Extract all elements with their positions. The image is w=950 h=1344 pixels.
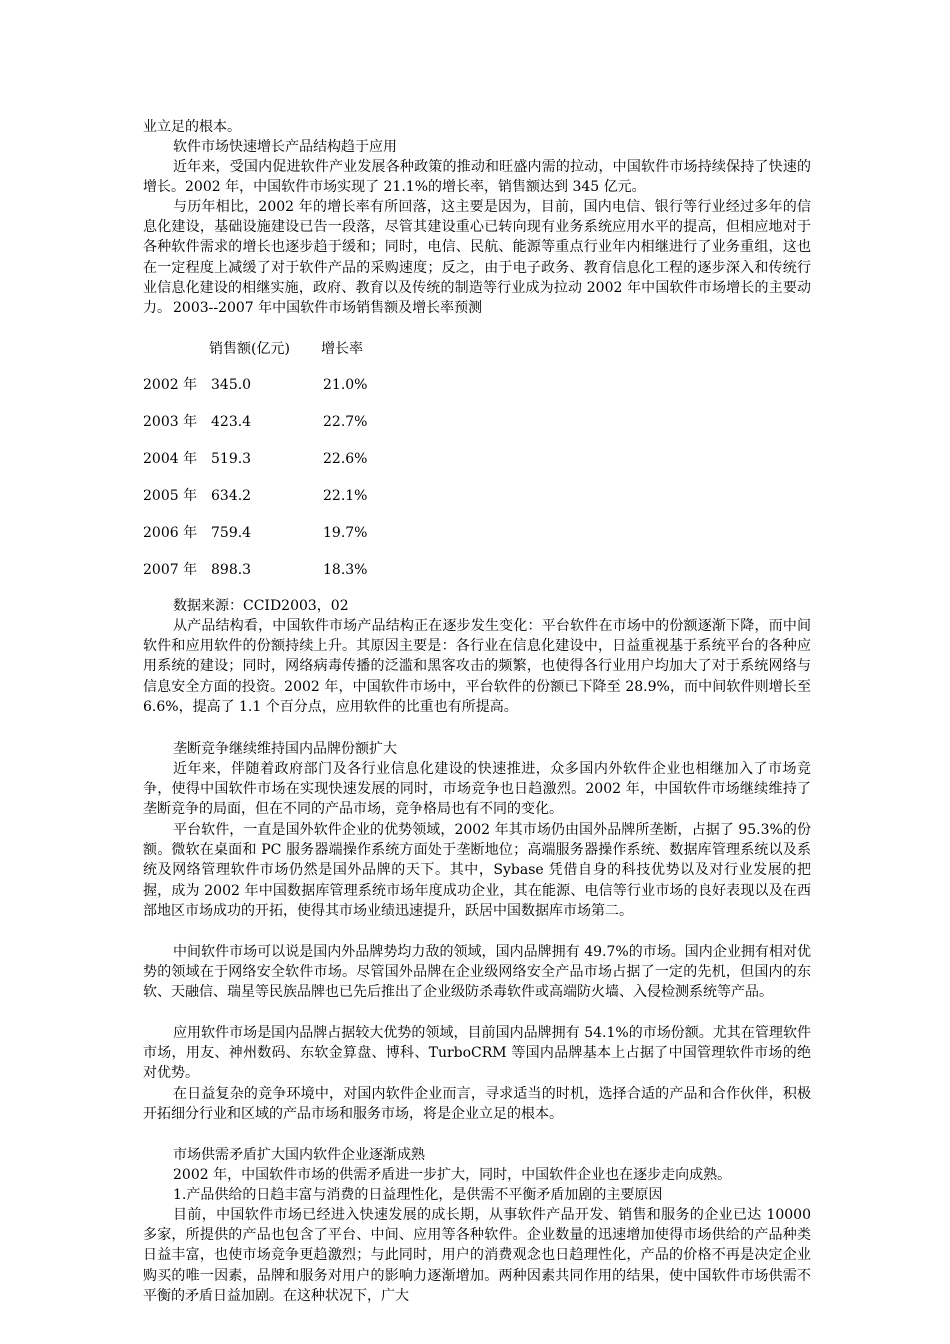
cell-year: 2006 年 (143, 525, 198, 541)
paragraph-competition-intro: 近年来，伴随着政府部门及各行业信息化建设的快速推进，众多国内外软件企业也相继加入了市场竞争，使得中国软件市场在实现快速发展的同时，市场竞争也日趋激烈。2002 年，中国软件市场继续维持了垄断竞争的局面，但在不同的产品市场，竞争格局也有不同的变化。 (143, 761, 811, 818)
cell-sales: 898.3 (211, 562, 252, 578)
paragraph-competitive-strategy: 在日益复杂的竞争环境中，对国内软件企业而言，寻求适当的时机，选择合适的产品和合作伙伴，积极开拓细分行业和区域的产品市场和服务市场，将是企业立足的根本。 (143, 1086, 811, 1123)
section-heading-competition: 垄断竞争继续维持国内品牌份额扩大 (173, 741, 397, 757)
header-sales: 销售额(亿元) (209, 341, 290, 357)
paragraph-application-software: 应用软件市场是国内品牌占据较大优势的领域，目前国内品牌拥有 54.1%的市场份额。尤其在管理软件市场，用友、神州数码、东软金算盘、博科、TurboCRM 等国内品牌基本上占据了中国管理软件市场的绝对优势。 (143, 1025, 811, 1082)
paragraph-growth-intro: 近年来，受国内促进软件产业发展各种政策的推动和旺盛内需的拉动，中国软件市场持续保持了快速的增长。2002 年，中国软件市场实现了 21.1%的增长率，销售额达到 345 亿元。 (143, 159, 811, 196)
cell-growth: 22.6% (323, 451, 368, 467)
header-growth: 增长率 (321, 341, 363, 357)
cell-growth: 21.0% (323, 377, 368, 393)
subheading-cause: 1.产品供给的日趋丰富与消费的日益理性化，是供需不平衡矛盾加剧的主要原因 (173, 1187, 663, 1203)
cell-sales: 423.4 (211, 414, 252, 430)
paragraph-supply-demand-intro: 2002 年，中国软件市场的供需矛盾进一步扩大，同时，中国软件企业也在逐步走向成熟。 (173, 1167, 732, 1183)
paragraph-continuation: 业立足的根本。 (143, 119, 241, 135)
data-source: 数据来源：CCID2003，02 (173, 598, 349, 614)
section-heading-market-growth: 软件市场快速增长产品结构趋于应用 (173, 139, 397, 155)
cell-year: 2004 年 (143, 451, 198, 467)
cell-year: 2007 年 (143, 562, 198, 578)
cell-sales: 345.0 (211, 377, 252, 393)
paragraph-product-structure: 从产品结构看，中国软件市场产品结构正在逐步发生变化：平台软件在市场中的份额逐渐下降，而中间软件和应用软件的份额持续上升。其原因主要是：各行业在信息化建设中，日益重视基于系统平台的各种应用系统的建设；同时，网络病毒传播的泛滥和黑客攻击的频繁，也使得各行业用户均加大了对于系统网络与信息安全方面的投资。2002 年，中国软件市场中，平台软件的份额已下降至 28.9%，而中间软件则增长至 6.6%，提高了 1.1 个百分点，应用软件的比重也有所提高。 (143, 618, 811, 715)
paragraph-market-status: 目前，中国软件市场已经进入快速发展的成长期，从事软件产品开发、销售和服务的企业已达 10000 多家，所提供的产品也包含了平台、中间、应用等各种软件。企业数量的迅速增加使得市场供给的产品种类日益丰富，也使市场竞争更趋激烈；与此同时，用户的消费观念也日趋理性化，产品的价格不再是决定企业购买的唯一因素，品牌和服务对用户的影响力逐渐增加。两种因素共同作用的结果，使中国软件市场供需不平衡的矛盾日益加剧。在这种状况下，广大 (143, 1207, 811, 1304)
cell-growth: 22.1% (323, 488, 368, 504)
section-heading-supply-demand: 市场供需矛盾扩大国内软件企业逐渐成熟 (173, 1147, 425, 1163)
table-caption: 2003--2007 年中国软件市场销售额及增长率预测 (173, 300, 483, 316)
cell-growth: 18.3% (323, 562, 368, 578)
paragraph-growth-analysis: 与历年相比，2002 年的增长率有所回落，这主要是因为，目前，国内电信、银行等行业经过多年的信息化建设，基础设施建设已告一段落，尽管其建设重心已转向现有业务系统应用水平的提高，但相应地对于各种软件需求的增长也逐步趋于缓和；同时，电信、民航、能源等重点行业年内相继进行了业务重组，这也在一定程度上减缓了对于软件产品的采购速度；反之，由于电子政务、教育信息化工程的逐步深入和传统行业信息化建设的相继实施，政府、教育以及传统的制造等行业成为拉动 2002 年中国软件市场增长的主要动力。 (143, 199, 811, 317)
cell-sales: 634.2 (211, 488, 252, 504)
cell-sales: 759.4 (211, 525, 252, 541)
cell-year: 2003 年 (143, 414, 198, 430)
cell-growth: 22.7% (323, 414, 368, 430)
cell-growth: 19.7% (323, 525, 368, 541)
cell-year: 2002 年 (143, 377, 198, 393)
paragraph-middleware: 中间软件市场可以说是国内外品牌势均力敌的领域，国内品牌拥有 49.7%的市场。国内企业拥有相对优势的领域在于网络安全软件市场。尽管国外品牌在企业级网络安全产品市场占据了一定的先机，但国内的东软、天融信、瑞星等民族品牌也已先后推出了企业级防杀毒软件或高端防火墙、入侵检测系统等产品。 (143, 944, 811, 1001)
cell-year: 2005 年 (143, 488, 198, 504)
paragraph-platform-software: 平台软件，一直是国外软件企业的优势领域，2002 年其市场仍由国外品牌所垄断，占据了 95.3%的份额。微软在桌面和 PC 服务器端操作系统方面处于垄断地位；高端服务器操作系统、数据库管理系统以及系统及网络管理软件市场仍然是国外品牌的天下。其中，Sybase 凭借自身的科技优势以及对行业发展的把握，成为 2002 年中国数据库管理系统市场年度成功企业，其在能源、电信等行业市场的良好表现以及在西部地区市场成功的开拓，使得其市场业绩迅速提升，跃居中国数据库市场第二。 (143, 822, 811, 919)
cell-sales: 519.3 (211, 451, 252, 467)
